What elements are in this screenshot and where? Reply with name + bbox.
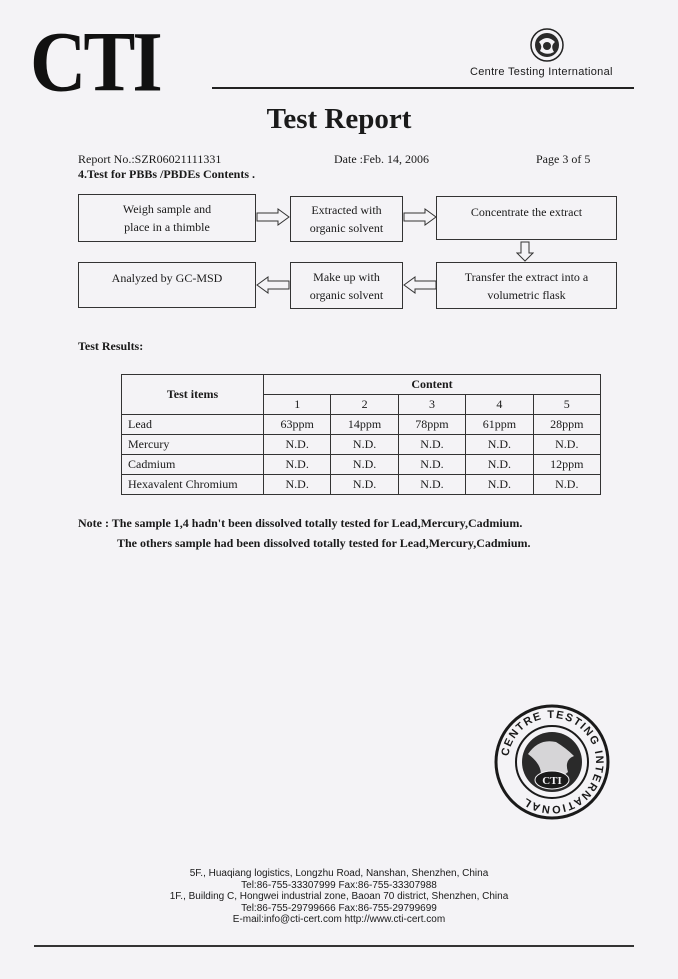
cell-value: N.D. (264, 435, 331, 455)
cell-value: N.D. (533, 475, 600, 495)
cell-value: N.D. (398, 435, 465, 455)
report-number: Report No.:SZR06021111331 (78, 152, 222, 166)
arrow-left-icon (403, 276, 437, 294)
report-date: Date :Feb. 14, 2006 (334, 152, 429, 166)
company-name: Centre Testing International (470, 66, 613, 78)
svg-text:CTI: CTI (542, 775, 562, 787)
column-header: 3 (398, 395, 465, 415)
table-row (122, 415, 601, 435)
cell-value: 78ppm (398, 415, 465, 435)
globe-emblem-icon (530, 28, 564, 62)
page-number: Page 3 of 5 (536, 152, 591, 166)
flow-step-concentrate: Concentrate the extract (436, 196, 617, 240)
cell-value: N.D. (466, 475, 533, 495)
flow-step-extract: Extracted with organic solvent (290, 196, 403, 242)
cti-logo: CTI (30, 13, 160, 110)
svg-text:CENTRE TESTING INTERNATIONAL: CENTRE TESTING INTERNATIONAL (499, 708, 606, 816)
cell-value: N.D. (533, 435, 600, 455)
column-header: 5 (533, 395, 600, 415)
header-content: Content (264, 375, 601, 395)
cell-value: N.D. (331, 455, 398, 475)
cell-value: 63ppm (264, 415, 331, 435)
note-line-1: Note : The sample 1,4 hadn't been dissolved totally tested for Lead,Mercury,Cadmium. (78, 516, 523, 530)
cell-value: N.D. (264, 475, 331, 495)
flow-step-weigh: Weigh sample and place in a thimble (78, 194, 256, 242)
cell-value: N.D. (331, 435, 398, 455)
cell-value: 61ppm (466, 415, 533, 435)
header-rule (212, 87, 634, 89)
column-header: 2 (331, 395, 398, 415)
cell-value: N.D. (331, 475, 398, 495)
flow-step-transfer: Transfer the extract into a volumetric flask (436, 262, 617, 309)
footer-line: 1F., Building C, Hongwei industrial zone, Baoan 70 district, Shenzhen, China (169, 891, 509, 902)
flow-step-analyze: Analyzed by GC-MSD (78, 262, 256, 308)
flow-step-make-up: Make up with organic solvent (290, 262, 403, 309)
table-row (122, 455, 601, 475)
row-item: Hexavalent Chromium (122, 475, 264, 495)
row-item: Lead (122, 415, 264, 435)
cell-value: N.D. (264, 455, 331, 475)
cell-value: 12ppm (533, 455, 600, 475)
footer-rule (34, 945, 634, 947)
cell-value: 14ppm (331, 415, 398, 435)
footer-line: Tel:86-755-33307999 Fax:86-755-33307988 (241, 879, 437, 891)
arrow-right-icon (403, 208, 437, 226)
page-title: Test Report (266, 103, 412, 135)
arrow-down-icon (516, 241, 534, 262)
row-item: Cadmium (122, 455, 264, 475)
cell-value: N.D. (466, 455, 533, 475)
cell-value: N.D. (466, 435, 533, 455)
test-results-label: Test Results: (78, 339, 144, 353)
cell-value: N.D. (398, 475, 465, 495)
footer-line: E-mail:info@cti-cert.com http://www.cti-cert.com (232, 914, 446, 925)
arrow-right-icon (256, 208, 290, 226)
cell-value: N.D. (398, 455, 465, 475)
table-row (122, 475, 601, 495)
results-table (121, 374, 601, 495)
footer-line: Tel:86-755-29799666 Fax:86-755-29799699 (241, 902, 437, 914)
note-line-2: The others sample had been dissolved totally tested for Lead,Mercury,Cadmium. (117, 536, 531, 550)
column-header: 4 (466, 395, 533, 415)
footer-address (0, 868, 678, 926)
header-test-items: Test items (122, 375, 264, 415)
row-item: Mercury (122, 435, 264, 455)
arrow-left-icon (256, 276, 290, 294)
table-row (122, 435, 601, 455)
cell-value: 28ppm (533, 415, 600, 435)
column-header: 1 (264, 395, 331, 415)
cti-seal-stamp (494, 704, 610, 820)
section-title: 4.Test for PBBs /PBDEs Contents . (78, 167, 256, 181)
footer-line: 5F., Huaqiang logistics, Longzhu Road, Nanshan, Shenzhen, China (189, 868, 489, 879)
